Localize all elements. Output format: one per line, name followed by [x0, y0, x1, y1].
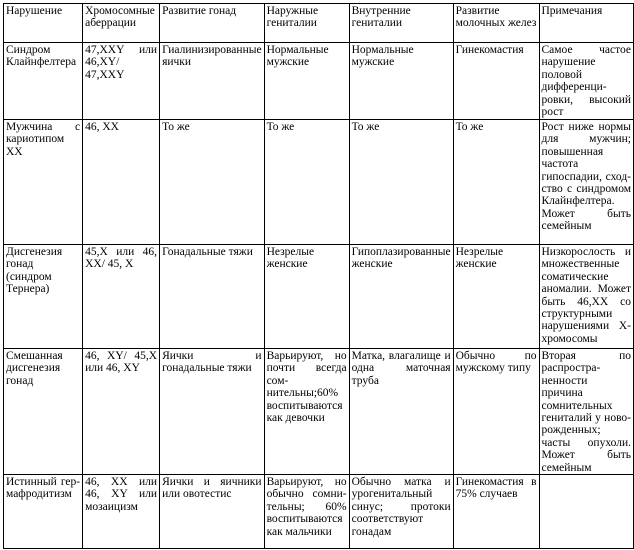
- header-disorder: Нарушение: [4, 4, 83, 43]
- cell-internal: Гипоплазированные женские: [349, 245, 453, 349]
- document-page: [3, 3, 634, 549]
- cell-gonads: Гиалинизированные яички: [160, 43, 265, 120]
- header-chromosome: Хромосомные аберрации: [83, 4, 160, 43]
- cell-internal: То же: [349, 120, 453, 245]
- cell-notes: Рост ниже нормы для мужчин; повышенная частота гипоспадии, сход-ство с синдромом Клайнфелтера. Может быть семейным: [539, 120, 634, 245]
- cell-external: То же: [264, 120, 349, 245]
- header-internal: Внутренние гениталии: [349, 4, 453, 43]
- disorders-table: [3, 3, 634, 549]
- cell-breast: Гинекомастия: [453, 43, 539, 120]
- cell-breast: Обычно по мужскому типу: [453, 349, 539, 475]
- cell-internal: Нормальные мужские: [349, 43, 453, 120]
- header-breast: Развитие молочных желез: [453, 4, 539, 43]
- cell-external: Нормальные мужские: [264, 43, 349, 120]
- cell-chromosome: 46, XX или 46, XY или мозаицизм: [83, 475, 160, 549]
- cell-breast: Незрелые женские: [453, 245, 539, 349]
- cell-external: Варьируют, но обычно сомни-тельны; 60% воспитываются как мальчики: [264, 475, 349, 549]
- cell-internal: Обычно матка и урогенитальный синус; протоки соответствуют гонадам: [349, 475, 453, 549]
- cell-notes: [539, 475, 634, 549]
- table-row: [4, 245, 634, 349]
- cell-gonads: Яички и гонадальные тяжи: [160, 349, 265, 475]
- cell-external: Незрелые женские: [264, 245, 349, 349]
- cell-disorder: Смешанная дисгенезия гонад: [4, 349, 83, 475]
- cell-chromosome: 46, XX: [83, 120, 160, 245]
- table-row: [4, 43, 634, 120]
- cell-notes: Самое частое нарушение половой дифференци-ровки, высокий рост: [539, 43, 634, 120]
- cell-notes: Вторая по распростра-ненности причина сомнительных гениталий у ново-рожденных; часты опухоли. Может быть семейным: [539, 349, 634, 475]
- cell-internal: Матка, влагалище и одна маточная труба: [349, 349, 453, 475]
- table-row: [4, 349, 634, 475]
- cell-disorder: Мужчина с кариотипом XX: [4, 120, 83, 245]
- table-row: [4, 475, 634, 549]
- cell-gonads: Яички и яичники или овотестис: [160, 475, 265, 549]
- cell-gonads: Гонадальные тяжи: [160, 245, 265, 349]
- cell-external: Варьируют, но почти всегда сом-нительны;60% воспитываются как девочки: [264, 349, 349, 475]
- cell-chromosome: 47,XXY или 46,XY/ 47,XXY: [83, 43, 160, 120]
- cell-breast: То же: [453, 120, 539, 245]
- header-external: Наружные гениталии: [264, 4, 349, 43]
- cell-notes: Низкорослость и множественные соматические аномалии. Может быть 46,XX со структурными нарушениями X-хромосомы: [539, 245, 634, 349]
- cell-chromosome: 45,X или 46, XX/ 45, X: [83, 245, 160, 349]
- cell-disorder: Истинный гер-мафродитизм: [4, 475, 83, 549]
- cell-breast: Гинекомастия в 75% случаев: [453, 475, 539, 549]
- cell-gonads: То же: [160, 120, 265, 245]
- cell-disorder: Дисгенезия гонад (синдром Тернера): [4, 245, 83, 349]
- header-gonads: Развитие гонад: [160, 4, 265, 43]
- table-row: [4, 120, 634, 245]
- table-header-row: [4, 4, 634, 43]
- cell-disorder: Синдром Клайнфелтера: [4, 43, 83, 120]
- cell-chromosome: 46, XY/ 45,X или 46, XY: [83, 349, 160, 475]
- header-notes: Примечания: [539, 4, 634, 43]
